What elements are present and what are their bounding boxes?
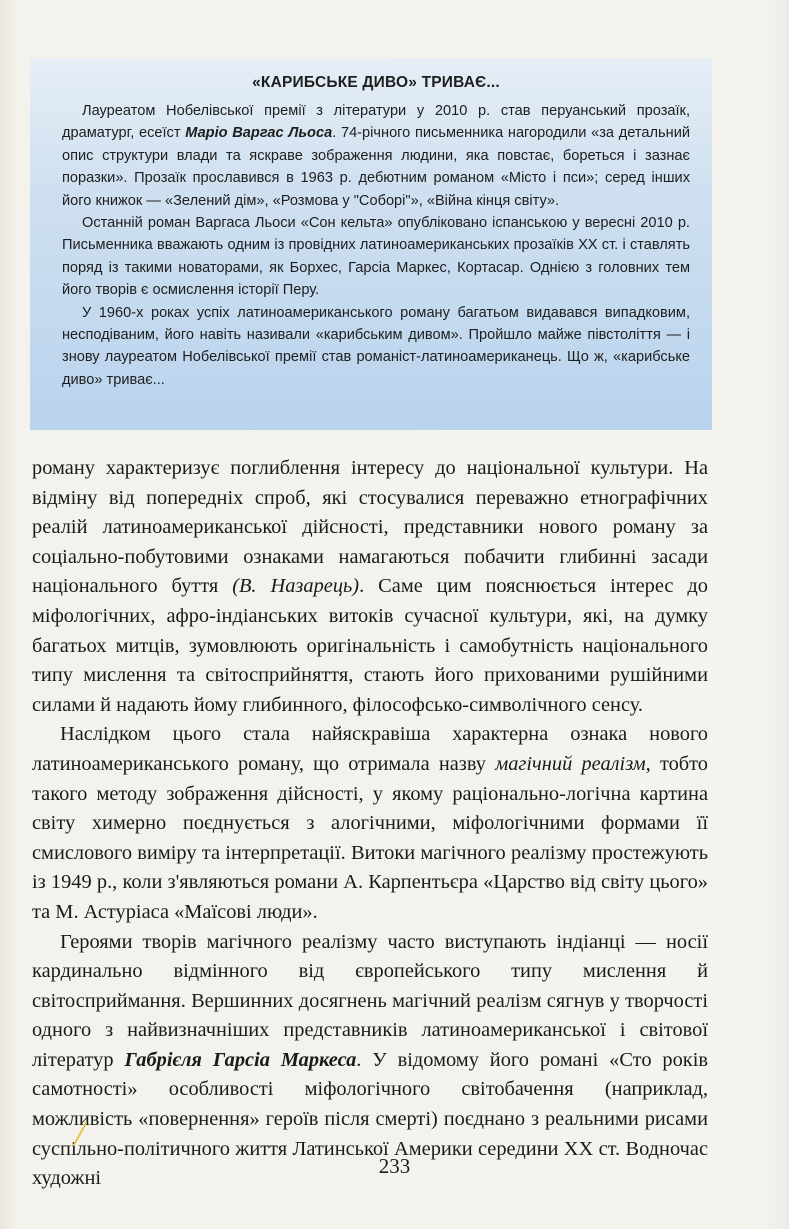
main-paragraph-2	[32, 720, 708, 927]
sidebar-info-box	[30, 58, 712, 430]
box-title: «КАРИБСЬКЕ ДИВО» ТРИВАЄ...	[252, 74, 500, 91]
main-p3-text-b: . У відомому його романі «Сто років самотності» особливості міфологічного світобачення (наприклад, можливість «повернення» героїв після смерті) поєднано з реальними рисами суспільно-політичного життя Латинської Америки середини XX ст. Водночас художні	[32, 1048, 708, 1190]
main-p1-citation: (В. Назарець)	[232, 575, 360, 598]
main-p2-term: магічний реалізм	[495, 752, 646, 775]
box-paragraph-3: У 1960-х роках успіх латиноамериканського роману багатьом видавався випадковим, несподіваним, його навіть називали «карибським дивом». Пройшло майже півстоліття — і знову лауреатом Нобелівської премії став романіст-латиноамериканець. Що ж, «карибське диво» триває...	[62, 304, 690, 388]
page-number: 233	[378, 1154, 411, 1178]
main-p2-text-b: , тобто такого методу зображення дійсності, у якому раціонально-логічна картина світу химерно поєднується з алогічними, міфологічними формами її смислового виміру та інтерпретації. Витоки магічного реалізму простежують із 1949 р., коли з'являються романи А. Карпентьєра «Царство від світу цього» та М. Астуріаса «Маїсові люди».	[32, 752, 709, 923]
box-paragraph-1	[62, 100, 690, 212]
box-p1-text-a: Лауреатом Нобелівської премії з літератури у 2010 р. став перуанський прозаїк, драматург, есеїст	[62, 103, 690, 142]
main-p3-text-a: Героями творів магічного реалізму часто виступають індіанці — носії кардинально відмінного від європейського типу мислення й світосприймання. Вершинних досягнень магічний реалізм сягнув у творчості одного з найвизначніших представників латиноамериканської і світової літератур	[32, 930, 708, 1071]
box-p1-text-b: . 74-річного письменника нагородили «за детальний опис структури влади та яскраве зображення людини, яка повстає, бореться і зазнає поразки». Прозаїк прославився в 1963 р. дебютним романом «Місто і пси»; серед інших його книжок — «Зелений дім», «Розмова у "Соборі"», «Війна кінця світу».	[62, 125, 691, 209]
main-p1-text-b: . Саме цим пояснюється інтерес до міфологічних, афро-індіанських витоків сучасної культури, які, на думку багатьох митців, зумовлюють оригінальність і самобутність національного типу мислення та світосприйняття, стають його прихованими рушійними силами й надають йому глибинного, філософсько-символічного сенсу.	[32, 575, 708, 716]
main-paragraph-1	[32, 454, 708, 720]
main-text	[32, 454, 708, 1194]
pencil-mark-icon	[60, 1115, 100, 1155]
main-p1-text-a: роману характеризує поглиблення інтересу до національної культури. На відміну від попередніх спроб, які стосувалися переважно етнографічних реалій латиноамериканської дійсності, представники нового роману за соціально-побутовими ознаками намагаються побачити глибинні засади національного буття	[32, 457, 708, 598]
main-p3-author-name: Габрієля Гарсіа Маркеса	[124, 1048, 357, 1071]
box-p1-author-name: Маріо Варгас Льоса	[185, 125, 333, 142]
main-p2-text-a: Наслідком цього стала найяскравіша характерна ознака нового латиноамериканського роману, що отримала назву	[32, 723, 708, 775]
box-paragraph-2: Останній роман Варгаса Льоси «Сон кельта» опубліковано іспанською у вересні 2010 р. Письменника вважають одним із провідних латиноамериканських прозаїків XX ст. і ставлять поряд із такими новаторами, як Борхес, Гарсіа Маркес, Кортасар. Однією з головних тем його творів є осмислення історії Перу.	[62, 215, 690, 299]
